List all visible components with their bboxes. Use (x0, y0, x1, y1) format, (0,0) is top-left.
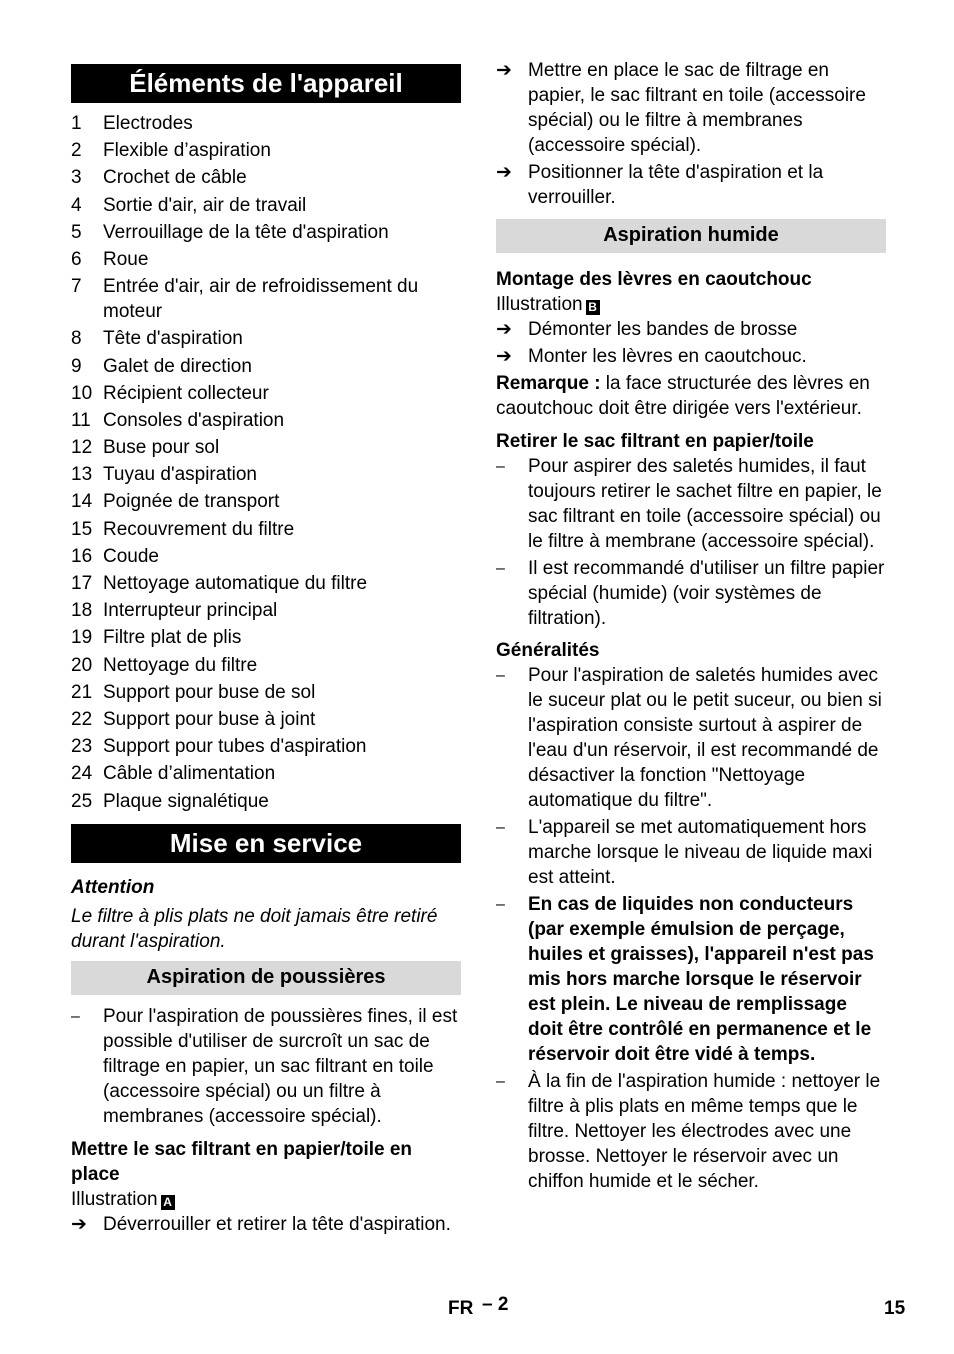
item-label: Electrodes (103, 113, 193, 134)
item-number: 9 (71, 355, 82, 377)
list-item: – Pour aspirer des saletés humides, il faut toujours retirer le sachet filtre en papier, le sac filtrant en toile (accessoire spécial) ou le filtre à membrane (accessoire spécial). (496, 456, 882, 552)
parts-list-item (71, 462, 461, 487)
parts-list (71, 111, 461, 814)
item-number: 14 (71, 491, 93, 513)
item-number: 2 (71, 140, 82, 162)
item-label: Interrupteur principal (103, 600, 278, 622)
item-number: 11 (71, 409, 91, 431)
item-label: Sortie d'air, air de travail (103, 194, 307, 216)
illustration-a-icon: A (161, 1195, 175, 1210)
item-label: Crochet de câble (103, 167, 247, 189)
dash-icon: – (496, 819, 505, 836)
arrow-icon: ➔ (496, 346, 512, 367)
item-number: 10 (71, 382, 93, 404)
dash-icon: – (496, 1073, 505, 1090)
parts-list-item (71, 517, 461, 542)
item-label: Support pour tubes d'aspiration (103, 736, 367, 758)
item-number: 23 (71, 736, 93, 758)
heading-mettre-sac: Mettre le sac filtrant en papier/toile en place (71, 1138, 413, 1185)
item-number: 6 (71, 248, 82, 270)
item-label: Galet de direction (103, 355, 252, 377)
parts-list-item (71, 193, 461, 218)
item-label: Support pour buse de sol (103, 681, 316, 703)
parts-list-item (71, 625, 461, 650)
item-label: Verrouillage de la tête d'aspiration (103, 221, 389, 243)
item-number: 5 (71, 221, 82, 243)
step-item: ➔ Démonter les bandes de brosse (496, 319, 798, 340)
item-label: Entrée d'air, air de refroidissement du moteur (103, 276, 419, 323)
list-item-warning: – En cas de liquides non conducteurs (par exemple émulsion de perçage, huiles et graisses), l'appareil n'est pas mis hors marche lorsque le réservoir est plein. Le niveau de remplissage doit être contrôlé en permanence et le réservoir doit être vidé à temps. (496, 894, 874, 1065)
item-label: Plaque signalétique (103, 790, 269, 812)
parts-list-item (71, 789, 461, 814)
dash-icon: – (71, 1007, 80, 1025)
item-label: Filtre plat de plis (103, 627, 242, 649)
item-number: 3 (71, 167, 82, 189)
item-label: Poignée de transport (103, 491, 280, 513)
item-number: 13 (71, 464, 93, 486)
arrow-icon: ➔ (496, 319, 512, 340)
dash-icon: – (496, 560, 505, 577)
heading-retirer-sac: Retirer le sac filtrant en papier/toile (496, 431, 814, 452)
dash-icon: – (496, 667, 505, 684)
section-heading-elements: Éléments de l'appareil (71, 64, 461, 103)
list-item: – Pour l'aspiration de poussières fines, il est possible d'utiliser de surcroît un sac de filtrage en papier, un sac filtrant en toile (accessoire spécial) ou un filtre à membranes (accessoire spécial). (71, 1005, 458, 1127)
item-label: Câble d’alimentation (103, 763, 276, 785)
item-number: 4 (71, 194, 82, 216)
heading-montage-levres: Montage des lèvres en caoutchouc (496, 269, 812, 290)
item-label: Roue (103, 248, 149, 270)
illustration-ref-a: Illustration A (71, 1187, 461, 1212)
parts-list-item (71, 381, 461, 406)
item-number: 19 (71, 627, 93, 649)
item-label: Coude (103, 545, 159, 567)
item-label: Tuyau d'aspiration (103, 464, 257, 486)
parts-list-item (71, 707, 461, 732)
list-item: – Pour l'aspiration de saletés humides avec le suceur plat ou le petit suceur, ou bien si l'aspiration consiste surtout à aspirer de l'eau d'un réservoir, il est recommandé de désactiver la fonction "Nettoyage automatique du filtre". (496, 665, 882, 811)
item-number: 21 (71, 681, 93, 703)
step-item: ➔ Mettre en place le sac de filtrage en papier, le sac filtrant en toile (accessoire spécial) ou le filtre à membranes (accessoire spécial). (496, 60, 866, 156)
remark (496, 371, 886, 421)
parts-list-item (71, 761, 461, 786)
parts-list-item (71, 354, 461, 379)
attention-title: Attention (71, 876, 155, 898)
item-number: 24 (71, 763, 93, 785)
parts-list-item (71, 111, 461, 136)
parts-list-item (71, 653, 461, 678)
step-item: ➔ Monter les lèvres en caoutchouc. (496, 346, 807, 367)
parts-list-item (71, 571, 461, 596)
item-label: Consoles d'aspiration (103, 409, 285, 431)
dash-icon: – (496, 458, 505, 475)
parts-list-item (71, 680, 461, 705)
remark-label: Remarque : (496, 373, 601, 394)
item-number: 22 (71, 708, 93, 730)
item-number: 7 (71, 276, 82, 298)
item-number: 20 (71, 654, 93, 676)
item-label: Nettoyage du filtre (103, 654, 258, 676)
step-item: ➔ Déverrouiller et retirer la tête d'aspiration. (71, 1213, 451, 1235)
parts-list-item (71, 220, 461, 245)
item-number: 17 (71, 573, 93, 594)
item-label: Nettoyage automatique du filtre (103, 573, 368, 594)
item-label: Récipient collecteur (103, 382, 269, 404)
footer-section-page: – 2 (482, 1294, 509, 1315)
arrow-icon: ➔ (496, 60, 512, 81)
section-heading-mise-en-service: Mise en service (71, 824, 461, 863)
page-number: 15 (884, 1298, 906, 1319)
arrow-icon: ➔ (496, 162, 512, 183)
parts-list-item (71, 408, 461, 433)
step-item: ➔ Positionner la tête d'aspiration et la verrouiller. (496, 162, 824, 208)
item-label: Tête d'aspiration (103, 328, 243, 350)
subheading-aspiration-humide: Aspiration humide (496, 219, 886, 253)
attention-text: Le filtre à plis plats ne doit jamais être retiré durant l'aspiration. (71, 905, 438, 952)
remark-text: la face structurée des lèvres en caoutchouc doit être dirigée vers l'extérieur. (496, 373, 870, 419)
subheading-aspiration-poussieres: Aspiration de poussières (71, 961, 461, 995)
item-label: Support pour buse à joint (103, 708, 316, 730)
list-item: – À la fin de l'aspiration humide : nettoyer le filtre à plis plats en même temps que le filtre. Nettoyer les électrodes avec une brosse. Nettoyer le réservoir avec un chiffon humide et le sécher. (496, 1071, 881, 1192)
item-number: 16 (71, 545, 93, 567)
left-column (71, 58, 461, 1239)
item-label: Flexible d’aspiration (103, 140, 271, 162)
right-column (496, 58, 886, 1196)
item-number: 18 (71, 600, 93, 622)
item-number: 1 (71, 113, 82, 134)
parts-list-item (71, 247, 461, 272)
illustration-ref-b: Illustration B (496, 292, 886, 317)
item-number: 8 (71, 328, 82, 350)
item-number: 12 (71, 437, 93, 459)
item-number: 25 (71, 790, 93, 812)
parts-list-item (71, 734, 461, 759)
parts-list-item (71, 326, 461, 351)
parts-list-item (71, 138, 461, 163)
parts-list-item (71, 165, 461, 190)
dash-icon: – (496, 896, 505, 913)
item-number: 15 (71, 518, 93, 540)
illustration-b-icon: B (586, 300, 600, 315)
parts-list-item (71, 489, 461, 514)
heading-generalites: Généralités (496, 640, 600, 661)
parts-list-item (71, 544, 461, 569)
list-item: – L'appareil se met automatiquement hors marche lorsque le niveau de liquide maxi est atteint. (496, 817, 873, 888)
parts-list-item (71, 274, 461, 324)
item-label: Recouvrement du filtre (103, 518, 295, 540)
list-item: – Il est recommandé d'utiliser un filtre papier spécial (humide) (voir systèmes de filtration). (496, 558, 885, 629)
parts-list-item (71, 598, 461, 623)
arrow-icon: ➔ (71, 1213, 87, 1235)
item-label: Buse pour sol (103, 437, 220, 459)
footer-language: FR (448, 1298, 474, 1319)
parts-list-item (71, 435, 461, 460)
